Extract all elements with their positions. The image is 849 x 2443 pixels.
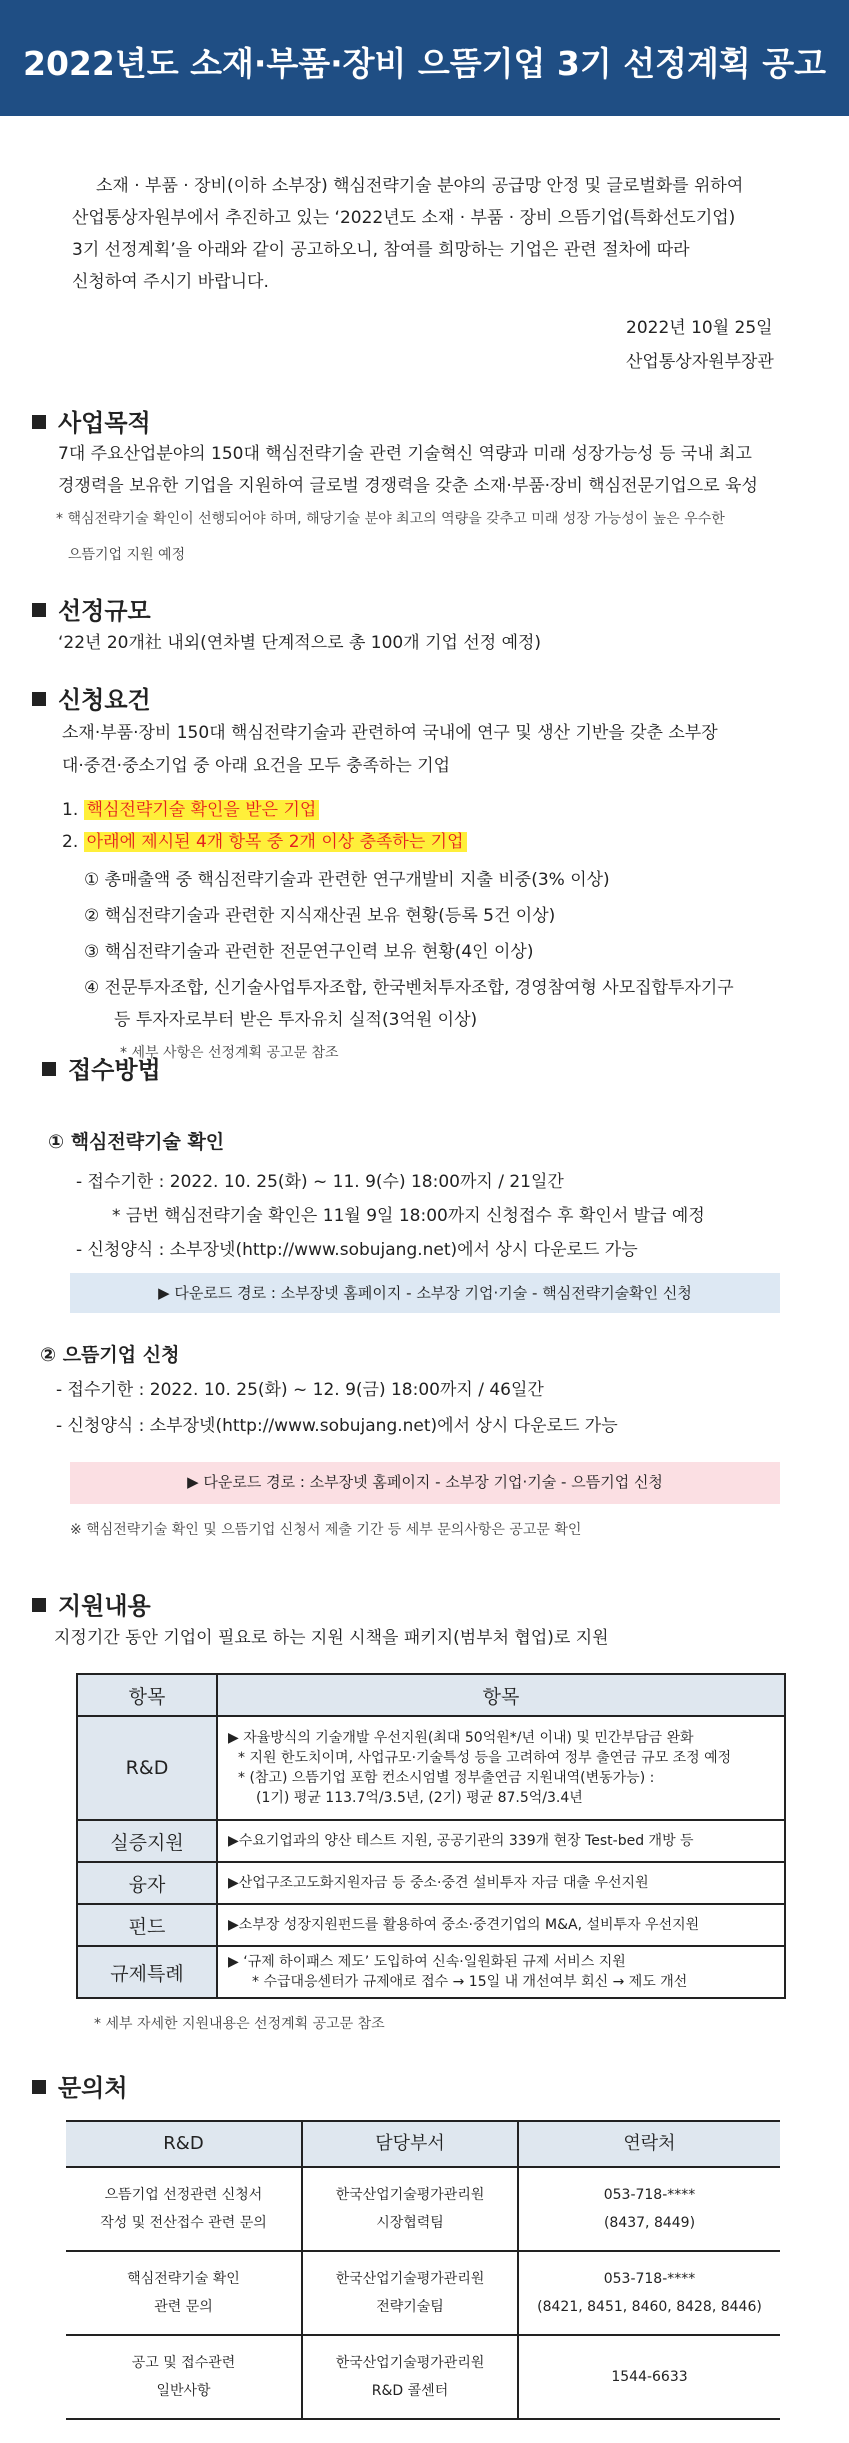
section-title-contact: 문의처	[32, 2068, 128, 2103]
section-title-support: 지원내용	[32, 1586, 151, 1621]
contact-phone: 053-718-**** (8421, 8451, 8460, 8428, 8446)	[518, 2251, 780, 2335]
support-desc-regulation: ▶ ‘규제 하이패스 제도’ 도입하여 신속·일원화된 규제 서비스 지원 * 수급대응센터가 규제애로 접수 → 15일 내 개선여부 회신 → 제도 개선	[217, 1946, 785, 1998]
requirement-sub-1: ① 총매출액 중 핵심전략기술과 관련한 연구개발비 지출 비중(3% 이상)	[84, 870, 610, 890]
requirement-item-1: 1. 핵심전략기술 확인을 받은 기업	[62, 794, 319, 826]
contact-dept: 한국산업기술평가관리원 R&D 콜센터	[302, 2335, 518, 2419]
support-table	[76, 1673, 786, 1999]
application-note: ※ 핵심전략기술 확인 및 으뜸기업 신청서 제출 기간 등 세부 문의사항은 공고문 확인	[70, 1522, 582, 1538]
requirement-item-2: 2. 아래에 제시된 4개 항목 중 2개 이상 충족하는 기업	[62, 826, 467, 858]
square-bullet-icon	[42, 1062, 56, 1076]
table-row	[77, 1716, 785, 1820]
announcement-date: 2022년 10월 25일	[626, 318, 773, 338]
section-title-scale: 선정규모	[32, 591, 151, 626]
support-desc-demo: ▶수요기업과의 양산 테스트 지원, 공공기관의 339개 현장 Test-bed 개방 등	[217, 1820, 785, 1862]
scale-text: ‘22년 20개社 내외(연차별 단계적으로 총 100개 기업 선정 예정)	[58, 633, 542, 653]
support-cat-regulation: 규제특례	[77, 1946, 217, 1998]
square-bullet-icon	[32, 603, 46, 617]
support-cat-loan: 융자	[77, 1862, 217, 1904]
requirements-line-1: 소재·부품·장비 150대 핵심전략기술과 관련하여 국내에 연구 및 생산 기반을 갖춘 소부장	[62, 723, 718, 743]
support-desc-rnd: ▶ 자율방식의 기술개발 우선지원(최대 50억원*/년 이내) 및 민간부담금 완화 * 지원 한도치이며, 사업규모·기술특성 등을 고려하여 정부 출연금 규모 조정 예정 * (참고) 으뜸기업 포함 컨소시엄별 정부출연금 지원내역(변동가능) : (1기) 평균 113.7억/3.5년, (2기) 평균 87.5억/3.4년	[217, 1716, 785, 1820]
support-desc-fund: ▶소부장 성장지원펀드를 활용하여 중소·중견기업의 M&A, 설비투자 우선지원	[217, 1904, 785, 1946]
requirement-sub-4-cont: 등 투자자로부터 받은 투자유치 실적(3억원 이상)	[114, 1010, 478, 1030]
contact-phone: 1544-6633	[518, 2335, 780, 2419]
requirement-sub-3: ③ 핵심전략기술과 관련한 전문연구인력 보유 현황(4인 이상)	[84, 942, 534, 962]
purpose-line-2: 경쟁력을 보유한 기업을 지원하여 글로벌 경쟁력을 갖춘 소재·부품·장비 핵심전문기업으로 육성	[58, 476, 758, 496]
application-part1-title: ① 핵심전략기술 확인	[48, 1131, 225, 1153]
intro-line-3: 3기 선정계획’을 아래와 같이 공고하오니, 참여를 희망하는 기업은 관련 절차에 따라	[72, 240, 690, 260]
application-part1-period-note: * 금번 핵심전략기술 확인은 11월 9일 18:00까지 신청접수 후 확인서 발급 예정	[112, 1206, 705, 1226]
table-row	[77, 1862, 785, 1904]
requirement-sub-4: ④ 전문투자조합, 신기술사업투자조합, 한국벤처투자조합, 경영참여형 사모집합투자기구	[84, 978, 734, 998]
table-row	[77, 1820, 785, 1862]
section-title-purpose: 사업목적	[32, 403, 151, 438]
table-row	[66, 2335, 780, 2419]
contact-dept: 한국산업기술평가관리원 전략기술팀	[302, 2251, 518, 2335]
download-path-box-company: ▶ 다운로드 경로 : 소부장넷 홈페이지 - 소부장 기업·기술 - 으뜸기업 신청	[70, 1462, 780, 1504]
intro-line-4: 신청하여 주시기 바랍니다.	[72, 272, 269, 292]
support-cat-demo: 실증지원	[77, 1820, 217, 1862]
table-row	[77, 1946, 785, 1998]
contact-table	[66, 2120, 780, 2420]
purpose-note-2: 으뜸기업 지원 예정	[68, 547, 186, 563]
intro-line-1: 소재 · 부품 · 장비(이하 소부장) 핵심전략기술 분야의 공급망 안정 및 글로벌화를 위하여	[96, 176, 744, 196]
contact-header-dept: 담당부서	[302, 2121, 518, 2167]
application-part2-form: - 신청양식 : 소부장넷(http://www.sobujang.net)에서 상시 다운로드 가능	[56, 1416, 618, 1436]
support-cat-fund: 펀드	[77, 1904, 217, 1946]
square-bullet-icon	[32, 2080, 46, 2094]
table-row	[66, 2167, 780, 2251]
requirements-note: * 세부 사항은 선정계획 공고문 참조	[120, 1045, 339, 1061]
download-path-box-tech: ▶ 다운로드 경로 : 소부장넷 홈페이지 - 소부장 기업·기술 - 핵심전략기술확인 신청	[70, 1273, 780, 1313]
section-title-requirements: 신청요건	[32, 680, 151, 715]
contact-header-phone: 연락처	[518, 2121, 780, 2167]
square-bullet-icon	[32, 415, 46, 429]
application-part2-period: - 접수기한 : 2022. 10. 25(화) ~ 12. 9(금) 18:00까지 / 46일간	[56, 1380, 544, 1400]
page-title: 2022년도 소재·부품·장비 으뜸기업 3기 선정계획 공고	[22, 44, 826, 83]
square-bullet-icon	[32, 1598, 46, 1612]
requirement-sub-2: ② 핵심전략기술과 관련한 지식재산권 보유 현황(등록 5건 이상)	[84, 906, 556, 926]
application-part1-form: - 신청양식 : 소부장넷(http://www.sobujang.net)에서 상시 다운로드 가능	[76, 1240, 638, 1260]
application-part2-title: ② 으뜸기업 신청	[40, 1344, 180, 1366]
purpose-note-1: * 핵심전략기술 확인이 선행되어야 하며, 해당기술 분야 최고의 역량을 갖추고 미래 성장 가능성이 높은 우수한	[56, 511, 725, 527]
support-header-content: 항목	[217, 1674, 785, 1716]
section-title-application: 접수방법	[42, 1050, 161, 1085]
support-intro: 지정기간 동안 기업이 필요로 하는 지원 시책을 패키지(범부처 협업)로 지원	[54, 1628, 609, 1648]
contact-dept: 한국산업기술평가관리원 시장협력팀	[302, 2167, 518, 2251]
contact-phone: 053-718-**** (8437, 8449)	[518, 2167, 780, 2251]
contact-topic: 공고 및 접수관련 일반사항	[66, 2335, 302, 2419]
contact-topic: 핵심전략기술 확인 관련 문의	[66, 2251, 302, 2335]
contact-header-topic: R&D	[66, 2121, 302, 2167]
square-bullet-icon	[32, 692, 46, 706]
support-cat-rnd: R&D	[77, 1716, 217, 1820]
support-header-item: 항목	[77, 1674, 217, 1716]
support-note: * 세부 자세한 지원내용은 선정계획 공고문 참조	[94, 2016, 385, 2032]
purpose-line-1: 7대 주요산업분야의 150대 핵심전략기술 관련 기술혁신 역량과 미래 성장가능성 등 국내 최고	[58, 444, 752, 464]
application-part1-period: - 접수기한 : 2022. 10. 25(화) ~ 11. 9(수) 18:00까지 / 21일간	[76, 1172, 564, 1192]
announcement-signer: 산업통상자원부장관	[626, 352, 774, 372]
intro-line-2: 산업통상자원부에서 추진하고 있는 ‘2022년도 소재 · 부품 · 장비 으뜸기업(특화선도기업)	[72, 208, 736, 228]
table-row	[66, 2251, 780, 2335]
contact-topic: 으뜸기업 선정관련 신청서 작성 및 전산접수 관련 문의	[66, 2167, 302, 2251]
support-desc-loan: ▶산업구조고도화지원자금 등 중소·중견 설비투자 자금 대출 우선지원	[217, 1862, 785, 1904]
table-row	[77, 1904, 785, 1946]
requirements-line-2: 대·중견·중소기업 중 아래 요건을 모두 충족하는 기업	[62, 756, 451, 776]
